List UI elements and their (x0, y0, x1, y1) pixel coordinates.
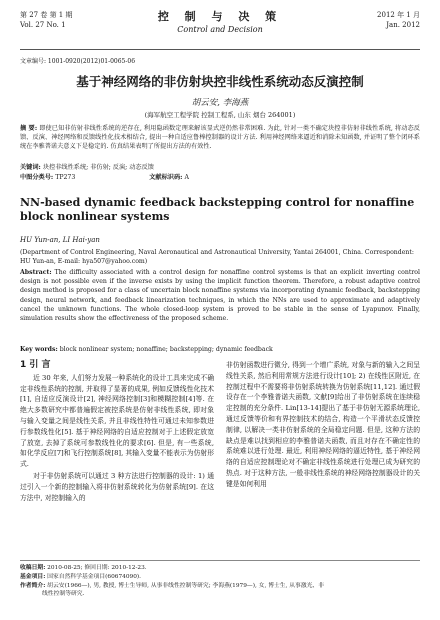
article-number: 文章编号: 1001-0920(2012)01-0065-06 (20, 58, 136, 65)
received-value: 2010-08-25; 修回日期: 2010-12-23. (47, 565, 147, 571)
fund-label: 基金项目: (20, 573, 46, 580)
date-cn: 2012 年 1 月 (377, 11, 420, 19)
authors-en: HU Yun-an, LI Hai-yan (20, 236, 100, 244)
journal-name-cn: 控 制 与 决 策 (157, 10, 283, 23)
author-bio (20, 582, 420, 591)
keywords-cn (20, 162, 420, 171)
body-paragraph: 近 30 年来, 人们努力发展一种系统化的设计工具来完成不确定非线性系统的控制, 并取得了显著的成果, 例如反馈线性化技术[1], 自适应反演设计[2], 神经网络控制[3]和模糊控制[4]等. 在绝大多数研究中都普遍假定被控系统是仿射非线性系统, 即对象与输入变量之间是线性关系, 并且非线性特性可通过未知参数进行参数线性化[5]. 基于神经网络的自适应控制对于上述假定放宽了放宽, 去掉了系统可参数线性化的要求[6]. 但是, 有一些系统, 如化学反应[7]和飞行控制系统[8], 其输入变量不能表示为仿射形式. (20, 373, 214, 469)
abstract-cn (20, 124, 420, 152)
abstract-en (20, 268, 420, 323)
received-date (20, 564, 420, 573)
authors-cn: 胡云安, 李海燕 (191, 98, 249, 108)
bio-label: 作者简介: (20, 582, 46, 589)
doc-code-label: 文献标识码: (149, 174, 183, 181)
clc-label: 中图分类号: (20, 174, 54, 181)
keywords-en-label: Key words: (20, 346, 58, 353)
abstract-cn-text: 即使已知非仿射非线性系统的逆存在, 利用隐函数定理来解该显式逆仍然非常困难. 为此, 针对一类不确定块控非仿射非线性系统, 将动态反馈、反演、神经网络和反馈线性化技术相结合, 提出一种自适应鲁棒控制器的设计方法. 利用神经网络来逼近和消除未知函数, 并证明了整个闭环系统在李雅普诺夫意义下是稳定的. 仿真结果表明了所提出方法的有效性. (20, 125, 420, 151)
volume-en: Vol. 27 No. 1 (20, 21, 66, 29)
keywords-en-text: block nonlinear system; nonaffine; backstepping; dynamic feedback (59, 346, 273, 353)
doc-code-value: A (184, 174, 189, 181)
bio-text-1: 胡云安(1966—), 男, 教授, 博士生导师, 从事非线性控制等研究; 李海燕(1979—), 女, 博士生, 从事激光、非 (47, 582, 325, 589)
body-column-right (226, 360, 420, 491)
journal-name (20, 8, 420, 34)
paper-title-en: NN-based dynamic feedback backstepping control for nonaffine block nonlinear systems (20, 196, 415, 223)
fund-value: 国家自然科学基金项目(60674090). (47, 573, 142, 580)
paper-title-cn: 基于神经网络的非仿射块控非线性系统动态反演控制 (76, 74, 364, 89)
classification-cn (20, 172, 420, 181)
keywords-cn-label: 关键词: (20, 164, 41, 171)
affiliation-en: (Department of Control Engineering, Naval Aeronautical and Astronautical University, Yantai 264001, China. Correspondent: HU Yun-an, E-mail: hya507@yahoo.com) (20, 249, 414, 265)
body-column-left (20, 360, 214, 504)
keywords-en (20, 346, 420, 353)
journal-name-en: Control and Decision (177, 25, 263, 34)
journal-header (20, 6, 420, 50)
fund-info (20, 573, 420, 582)
keywords-cn-text: 块控非线性系统; 非仿射; 反演; 动态反馈 (42, 164, 154, 171)
abstract-en-text: The difficulty associated with a control design for nonaffine control systems is that an explicit inverting control design is not possible even if the inverse exists by using the implicit function theorem. Therefore, a robust adaptive control design method is proposed for a class of uncertain block nonaffine systems via incorporating dynamic feedback, backstepping design, neural network, and feedback linearization techniques, in which the NNs are used to approximate and adaptively cancel the unknown functions. The whole closed-loop system is proved to be stable in the sense of Lyapunov. Finally, simulation results show the effectiveness of the proposed scheme. (20, 269, 420, 323)
clc-value: TP273 (55, 174, 76, 181)
received-label: 收稿日期: (20, 565, 46, 571)
section-heading: 1 引 言 (20, 360, 51, 370)
abstract-cn-label: 摘 要: (20, 125, 38, 132)
footnote (20, 560, 420, 599)
body-paragraph: 非仿射函数进行微分, 得到一个增广系统, 对象与新的输入之间呈线性关系, 然后利用常规方法进行设计[10]; 2) 在线性区附近, 在控制过程中不需要将非仿射系统转换为仿射系统[11,12]. 通过假设存在一个李雅普诺夫函数, 文献[9]给出了非仿射系统在连续稳定控制的充分条件. Lin[13-14]提出了基于非仿射无源系统理论, 通过反馈等价和有界控制技术的结合, 构造一个平滑状态反馈控制律, 以解决一类非仿射系统的全局稳定问题. 但是, 这种方法的缺点是难以找到相应的李雅普诺夫函数, 而且对存在不确定性的系统难以进行处理. 最近, 利用神经网络的逼近特性, 基于神经网络的自适应控制理论对不确定非线性系统进行处理已成为研究的热点. 对于这种方法, 一般非线性系统的神经网络控制器设计的关键是如何利用 (226, 361, 420, 488)
date-en: Jan. 2012 (386, 21, 420, 29)
bio-text-2: 线性控制等研究. (42, 591, 85, 598)
body-paragraph: 对于非仿射系统可以通过 3 种方法进行控制器的设计: 1) 通过引入一个新的控制输入将非仿射系统转化为仿射系统[9]. 在这方法中, 对控制输入的 (20, 471, 214, 502)
abstract-en-label: Abstract: (20, 269, 52, 276)
affiliation-cn: (海军航空工程学院 控制工程系, 山东 烟台 264001) (144, 111, 296, 119)
volume-cn: 第 27 卷 第 1 期 (20, 11, 73, 19)
issue-date (377, 10, 420, 30)
